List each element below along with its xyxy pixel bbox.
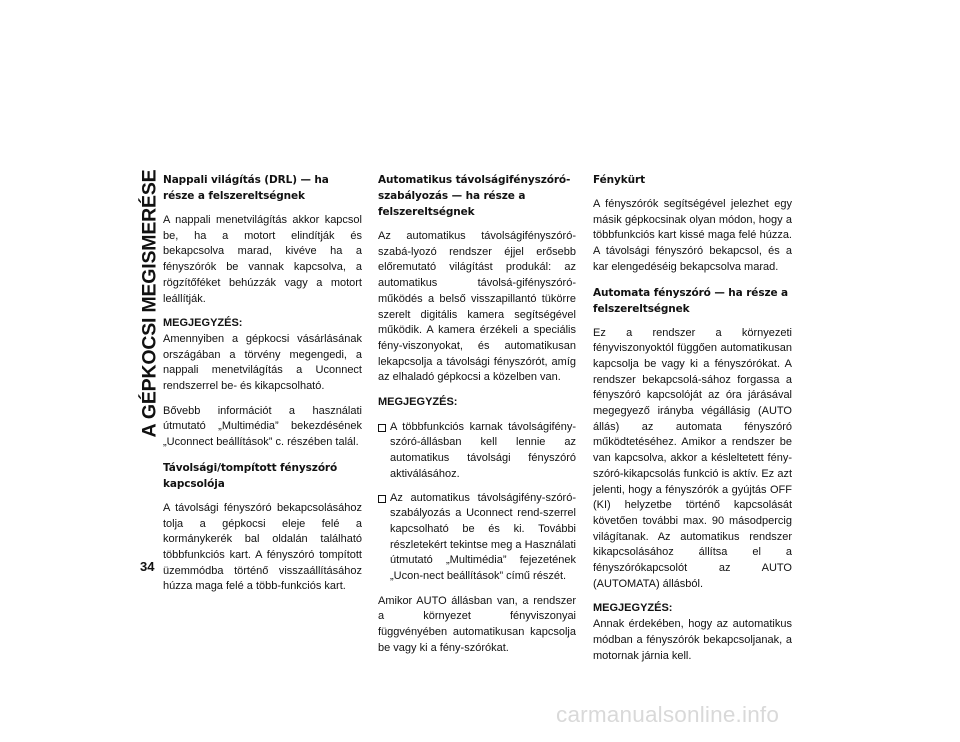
paragraph-drl: A nappali menetvilágítás akkor kapcsol be, ha a motort elindítják és bekapcsolva marad, kivéve ha a fényszórók be vannak kapcsolva, a rögzítőféket behúzzák vagy a motort leállítják. [163, 214, 362, 305]
heading-flash-to-pass: Fénykürt [593, 174, 646, 186]
heading-auto-headlights: Automata fényszóró — ha része a felszereltségnek [593, 286, 789, 315]
list-item-text: A többfunkciós karnak távolságifény-szóró-állásban kell lennie az automatikus távolsági fényszóró aktiválásához. [390, 420, 576, 480]
column-left [163, 172, 362, 604]
square-bullet-icon [378, 495, 386, 503]
column-right [593, 172, 792, 673]
heading-auto-high-beam: Automatikus távolságifényszóró-szabályozás — ha része a felszereltségnek [378, 174, 571, 218]
column-middle [378, 172, 576, 666]
note-auto-headlights [593, 601, 792, 664]
paragraph-more-info: Bővebb információt a használati útmutató „Multimédia” bekezdésének „Uconnect beállítások” c. részében talál. [163, 404, 362, 449]
note-label: MEGJEGYZÉS: [378, 396, 458, 409]
heading-high-low-beam: Távolsági/tompított fényszóró kapcsolója [163, 461, 338, 490]
note-label-block [378, 395, 576, 411]
note-drl [163, 316, 362, 395]
note-label: MEGJEGYZÉS: [163, 317, 243, 330]
list-item [378, 420, 576, 483]
paragraph-auto-headlights: Ez a rendszer a környezeti fényviszonyoktól függően automatikusan kapcsolja be vagy ki a fényszórókat. A rendszer bekapcsolá-sához forgassa a fényszóró kapcsolóját az óra járásával megegyező irányba végállásig (AUTO állás) az automata fényszóró működtetéséhez. Amikor a rendszer be van kapcsolva, akkor a késleltetett fény-szóró-kikapcsolás funkció is aktív. Ez azt jelenti, hogy a fényszórók a gyújtás OFF (KI) helyzetbe történő kapcsolását követően további max. 90 másodpercig világítanak. Az automatikus rendszer kikapcsolásához állítsa el a fényszórókapcsolót az AUTO (AUTOMATA) állásból. [593, 326, 792, 590]
page-number: 34 [140, 559, 155, 574]
paragraph-auto-mode: Amikor AUTO állásban van, a rendszer a környezet fényviszonyai függvényében automatikusan kapcsolja be vagy ki a fény-szórókat. [378, 594, 576, 654]
chapter-side-title [139, 162, 161, 445]
chapter-title-text: A GÉPKOCSI MEGISMERÉSE [138, 169, 161, 438]
list-item-text: Az automatikus távolságifény-szóró-szabályozás a Uconnect rend-szerrel kapcsolható be és ki. További részletekért tekintse meg a Használati útmutató „Multimédia” fejezetének „Ucon-nect beállítások” című részét. [390, 491, 576, 583]
paragraph-flash-to-pass: A fényszórók segítségével jelezhet egy másik gépkocsinak olyan módon, hogy a többfunkciós kart kissé maga felé húzza. A távolsági fényszóró bekapcsol, és a kar elengedéséig bekapcsolva marad. [593, 198, 792, 273]
paragraph-high-low-beam: A távolsági fényszóró bekapcsolásához tolja a gépkocsi eleje felé a kormánykerék bal oldalán található többfunkciós kart. A fényszóró tompított üzemmódba történő visszaállításához húzza maga felé a több-funkciós kart. [163, 501, 362, 593]
watermark-text: carmanualsonline.info [556, 702, 780, 727]
paragraph-auto-high-beam: Az automatikus távolságifényszóró-szabá-lyozó rendszer éjjel erősebb előremutató világítást produkál: az automatikus távolsá-gifényszóró-működés a belső visszapillantó tükörre szerelt digitális kamera segítségével működik. A kamera érzékeli a speciális fény-viszonyokat, és automatikusan lekapcsolja a távolsági fényszórót, amíg az elhaladó gépkocsi a közelben van. [378, 230, 576, 384]
list-item [378, 491, 576, 585]
heading-drl: Nappali világítás (DRL) — ha része a felszereltségnek [163, 174, 329, 202]
note-text: Amennyiben a gépkocsi vásárlásának országában a törvény megengedi, a nappali menetvilágítás a Uconnect rendszerrel be- és kikapcsolható. [163, 332, 362, 393]
square-bullet-icon [378, 424, 386, 432]
note-text: Annak érdekében, hogy az automatikus módban a fényszórók bekapcsoljanak, a motornak járnia kell. [593, 618, 792, 662]
note-bullet-list [378, 420, 576, 585]
note-label: MEGJEGYZÉS: [593, 602, 673, 615]
